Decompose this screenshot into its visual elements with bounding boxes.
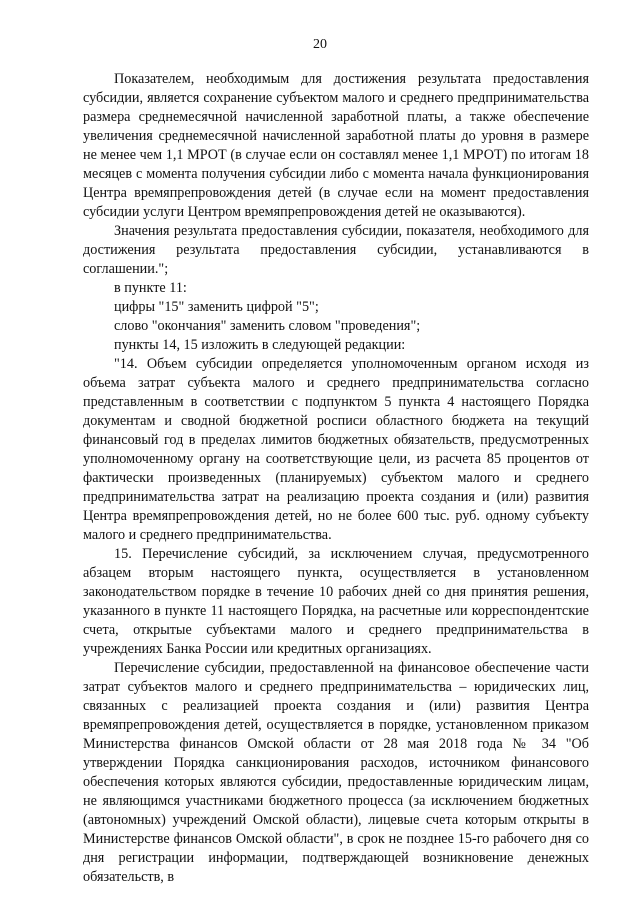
document-body [83, 70, 589, 887]
paragraph-indicator-values: Значения результата предоставления субсидии, показателя, необходимого для достижения результата предоставления субсидии, устанавливаются в соглашении."; [83, 223, 589, 277]
paragraph-point-11: в пункте 11: [114, 280, 187, 296]
paragraph-replace-word: слово "окончания" заменить словом "проведения"; [114, 318, 421, 334]
paragraph-item-15: 15. Перечисление субсидий, за исключением случая, предусмотренного абзацем вторым настоящего пункта, осуществляется в установленном законодательством порядке в течение 10 рабочих дней со дня принятия решения, указанного в пункте 11 настоящего Порядка, на расчетные или корреспондентские счета, открытые субъектами малого и среднего предпринимательства в учреждениях Банка России или кредитных организациях. [83, 546, 589, 657]
paragraph-indicator-definition: Показателем, необходимым для достижения результата предоставления субсидии, является сохранение субъектом малого и среднего предпринимательства размера среднемесячной начисленной заработной платы, а также обеспечение увеличения среднемесячной начисленной заработной платы до уровня в размере не менее чем 1,1 МРОТ (в случае если он составлял менее 1,1 МРОТ) по итогам 18 месяцев с момента получения субсидии либо с момента начала функционирования Центра времяпрепровождения детей (в случае если на момент предоставления субсидии услуги Центром времяпрепровождения детей не оказываются). [83, 71, 589, 220]
paragraph-replace-digits: цифры "15" заменить цифрой "5"; [114, 299, 319, 315]
paragraph-item-14: "14. Объем субсидии определяется уполномоченным органом исходя из объема затрат субъекта малого и среднего предпринимательства согласно представленным в соответствии с подпунктом 5 пункта 4 настоящего Порядка документам и сводной бюджетной росписи областного бюджета на текущий финансовый год в пределах лимитов бюджетных обязательств, предусмотренных уполномоченному органу на соответствующие цели, из расчета 85 процентов от фактически произведенных (планируемых) субъектом малого и среднего предпринимательства затрат на реализацию проекта создания и (или) развития Центра времяпрепровождения детей, но не более 600 тыс. руб. одному субъекту малого и среднего предпринимательства. [83, 356, 589, 543]
paragraph-points-14-15: пункты 14, 15 изложить в следующей редакции: [114, 337, 406, 353]
paragraph-transfer-procedure: Перечисление субсидии, предоставленной на финансовое обеспечение части затрат субъектов малого и среднего предпринимательства – юридических лиц, связанных с реализацией проекта создания и (или) развития Центра времяпрепровождения детей, осуществляется в порядке, установленном приказом Министерства финансов Омской области от 28 мая 2018 года № 34 "Об утверждении Порядка санкционирования расходов, источником финансового обеспечения которых являются субсидии, предоставленные юридическим лицам, не являющимся участниками бюджетного процесса (за исключением бюджетных (автономных) учреждений Омской области), лицевые счета которым открыты в Министерстве финансов Омской области", в срок не позднее 15-го рабочего дня со дня регистрации информации, подтверждающей возникновение денежных обязательств, в [83, 660, 589, 885]
page-number: 20 [313, 37, 327, 52]
